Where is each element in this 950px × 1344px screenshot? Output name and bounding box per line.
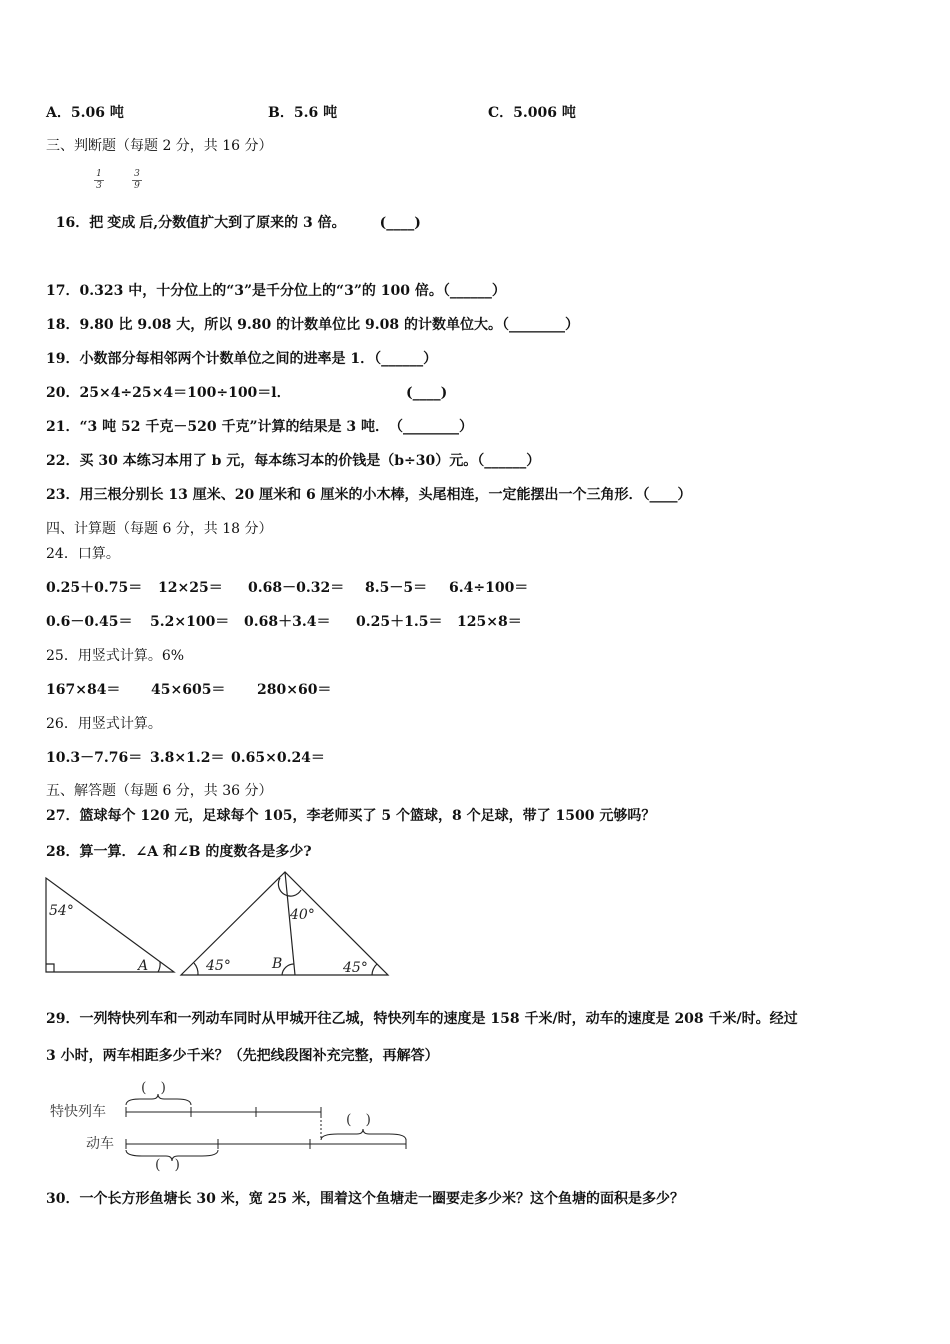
- calc-item: 10.3－7.76＝: [46, 750, 143, 766]
- bottom-paren-label: ( ): [155, 1157, 180, 1173]
- section-4-heading: 四、计算题（每题 6 分，共 18 分）: [46, 521, 273, 537]
- fraction-one-third: [94, 170, 104, 191]
- q16-part1: 16．把: [55, 215, 104, 231]
- right-triangle: [46, 878, 174, 972]
- angle-40-arc: [278, 878, 301, 896]
- question-30: 30．一个长方形鱼塘长 30 米，宽 25 米，围着这个鱼塘走一圈要走多少米？这个鱼塘的面积是多少？: [46, 1191, 684, 1207]
- calc-item: 0.25＋0.75＝: [46, 580, 143, 596]
- angle-54-label: 54°: [49, 903, 74, 919]
- calc-item: 12×25＝: [158, 580, 223, 596]
- question-27: 27．篮球每个 120 元，足球每个 105，李老师买了 5 个篮球，8 个足球，带了 1500 元够吗？: [46, 808, 656, 824]
- question-18: 18．9.80 比 9.08 大，所以 9.80 的计数单位比 9.08 的计数单位大。（________）: [46, 317, 579, 333]
- calc-item: 8.5－5＝: [365, 580, 428, 596]
- fraction-three-ninths: [132, 170, 142, 191]
- calc-item: 0.68－0.32＝: [248, 580, 345, 596]
- calc-item: 5.2×100＝: [150, 614, 230, 630]
- question-29-line1: 29．一列特快列车和一列动车同时从甲城开往乙城，特快列车的速度是 158 千米/时，动车的速度是 208 千米/时。经过: [46, 1011, 798, 1027]
- angle-b-arc: [282, 964, 294, 975]
- calc-item: 45×605＝: [151, 682, 226, 698]
- question-20: 20．25×4÷25×4＝100÷100＝l．: [46, 385, 291, 401]
- q16-part2: 变成: [107, 215, 136, 231]
- calc-item: 0.6－0.45＝: [46, 614, 133, 630]
- section-3-heading: 三、判断题（每题 2 分，共 16 分）: [46, 138, 273, 154]
- right-brace: [321, 1129, 406, 1140]
- option-b: B．5.6 吨: [268, 105, 338, 121]
- segment-b: [285, 872, 295, 975]
- frac2-numerator: 3: [134, 169, 140, 179]
- question-29-line2: 3 小时，两车相距多少千米？（先把线段图补充完整，再解答）: [46, 1048, 439, 1064]
- calc-item: 3.8×1.2＝: [150, 750, 225, 766]
- question-25: 25．用竖式计算。6%: [46, 648, 185, 664]
- q20-answer-blank: (____): [406, 385, 448, 401]
- frac1-numerator: 1: [96, 169, 102, 179]
- calc-item: 0.65×0.24＝: [231, 750, 325, 766]
- question-17: 17．0.323 中，十分位上的“3”是千分位上的“3”的 100 倍。（______）: [46, 283, 506, 299]
- calc-item: 167×84＝: [46, 682, 121, 698]
- q16-part3: 后,分数值扩大到了原来的 3 倍。: [139, 215, 346, 231]
- express-train-label: 特快列车: [50, 1104, 106, 1120]
- angle-b-label: B: [272, 956, 283, 972]
- question-16: [46, 193, 421, 233]
- question-28: 28．算一算．∠A 和∠B 的度数各是多少?: [46, 844, 312, 860]
- top-paren-label: ( ): [141, 1080, 166, 1096]
- q16-answer-blank: (____): [379, 215, 421, 231]
- bullet-train-label: 动车: [86, 1136, 114, 1152]
- right-paren-label: ( ): [346, 1112, 371, 1128]
- option-c: C．5.006 吨: [488, 105, 576, 121]
- calc-item: 0.25＋1.5＝: [356, 614, 443, 630]
- angle-40-label: 40°: [290, 907, 315, 923]
- calc-item: 280×60＝: [257, 682, 332, 698]
- angle-45-left-arc: [194, 963, 198, 975]
- frac1-denominator: 3: [96, 181, 102, 191]
- question-21: 21．“3 吨 52 千克－520 千克”计算的结果是 3 吨． （________）: [46, 419, 474, 435]
- question-24: 24．口算。: [46, 546, 120, 562]
- frac2-denominator: 9: [134, 181, 140, 191]
- segment-diagram: [40, 1074, 420, 1174]
- calc-item: 6.4÷100＝: [449, 580, 529, 596]
- option-a: A．5.06 吨: [46, 105, 124, 121]
- angle-45-left-label: 45°: [206, 958, 231, 974]
- question-19: 19．小数部分每相邻两个计数单位之间的进率是 1．（______）: [46, 351, 438, 367]
- angle-a-arc: [158, 962, 160, 972]
- angle-45-right-label: 45°: [343, 960, 368, 976]
- calc-item: 0.68＋3.4＝: [244, 614, 331, 630]
- section-5-heading: 五、解答题（每题 6 分，共 36 分）: [46, 783, 273, 799]
- question-22: 22．买 30 本练习本用了 b 元，每本练习本的价钱是（b÷30）元。（______）: [46, 453, 541, 469]
- calc-item: 125×8＝: [457, 614, 522, 630]
- angle-a-label: A: [138, 958, 149, 974]
- question-23: 23．用三根分别长 13 厘米、20 厘米和 6 厘米的小木棒，头尾相连，一定能摆出一个三角形．（____）: [46, 487, 692, 503]
- right-angle-mark: [46, 964, 54, 972]
- question-26: 26．用竖式计算。: [46, 716, 162, 732]
- triangle-figure: [40, 868, 400, 980]
- angle-45-right-arc: [372, 964, 377, 975]
